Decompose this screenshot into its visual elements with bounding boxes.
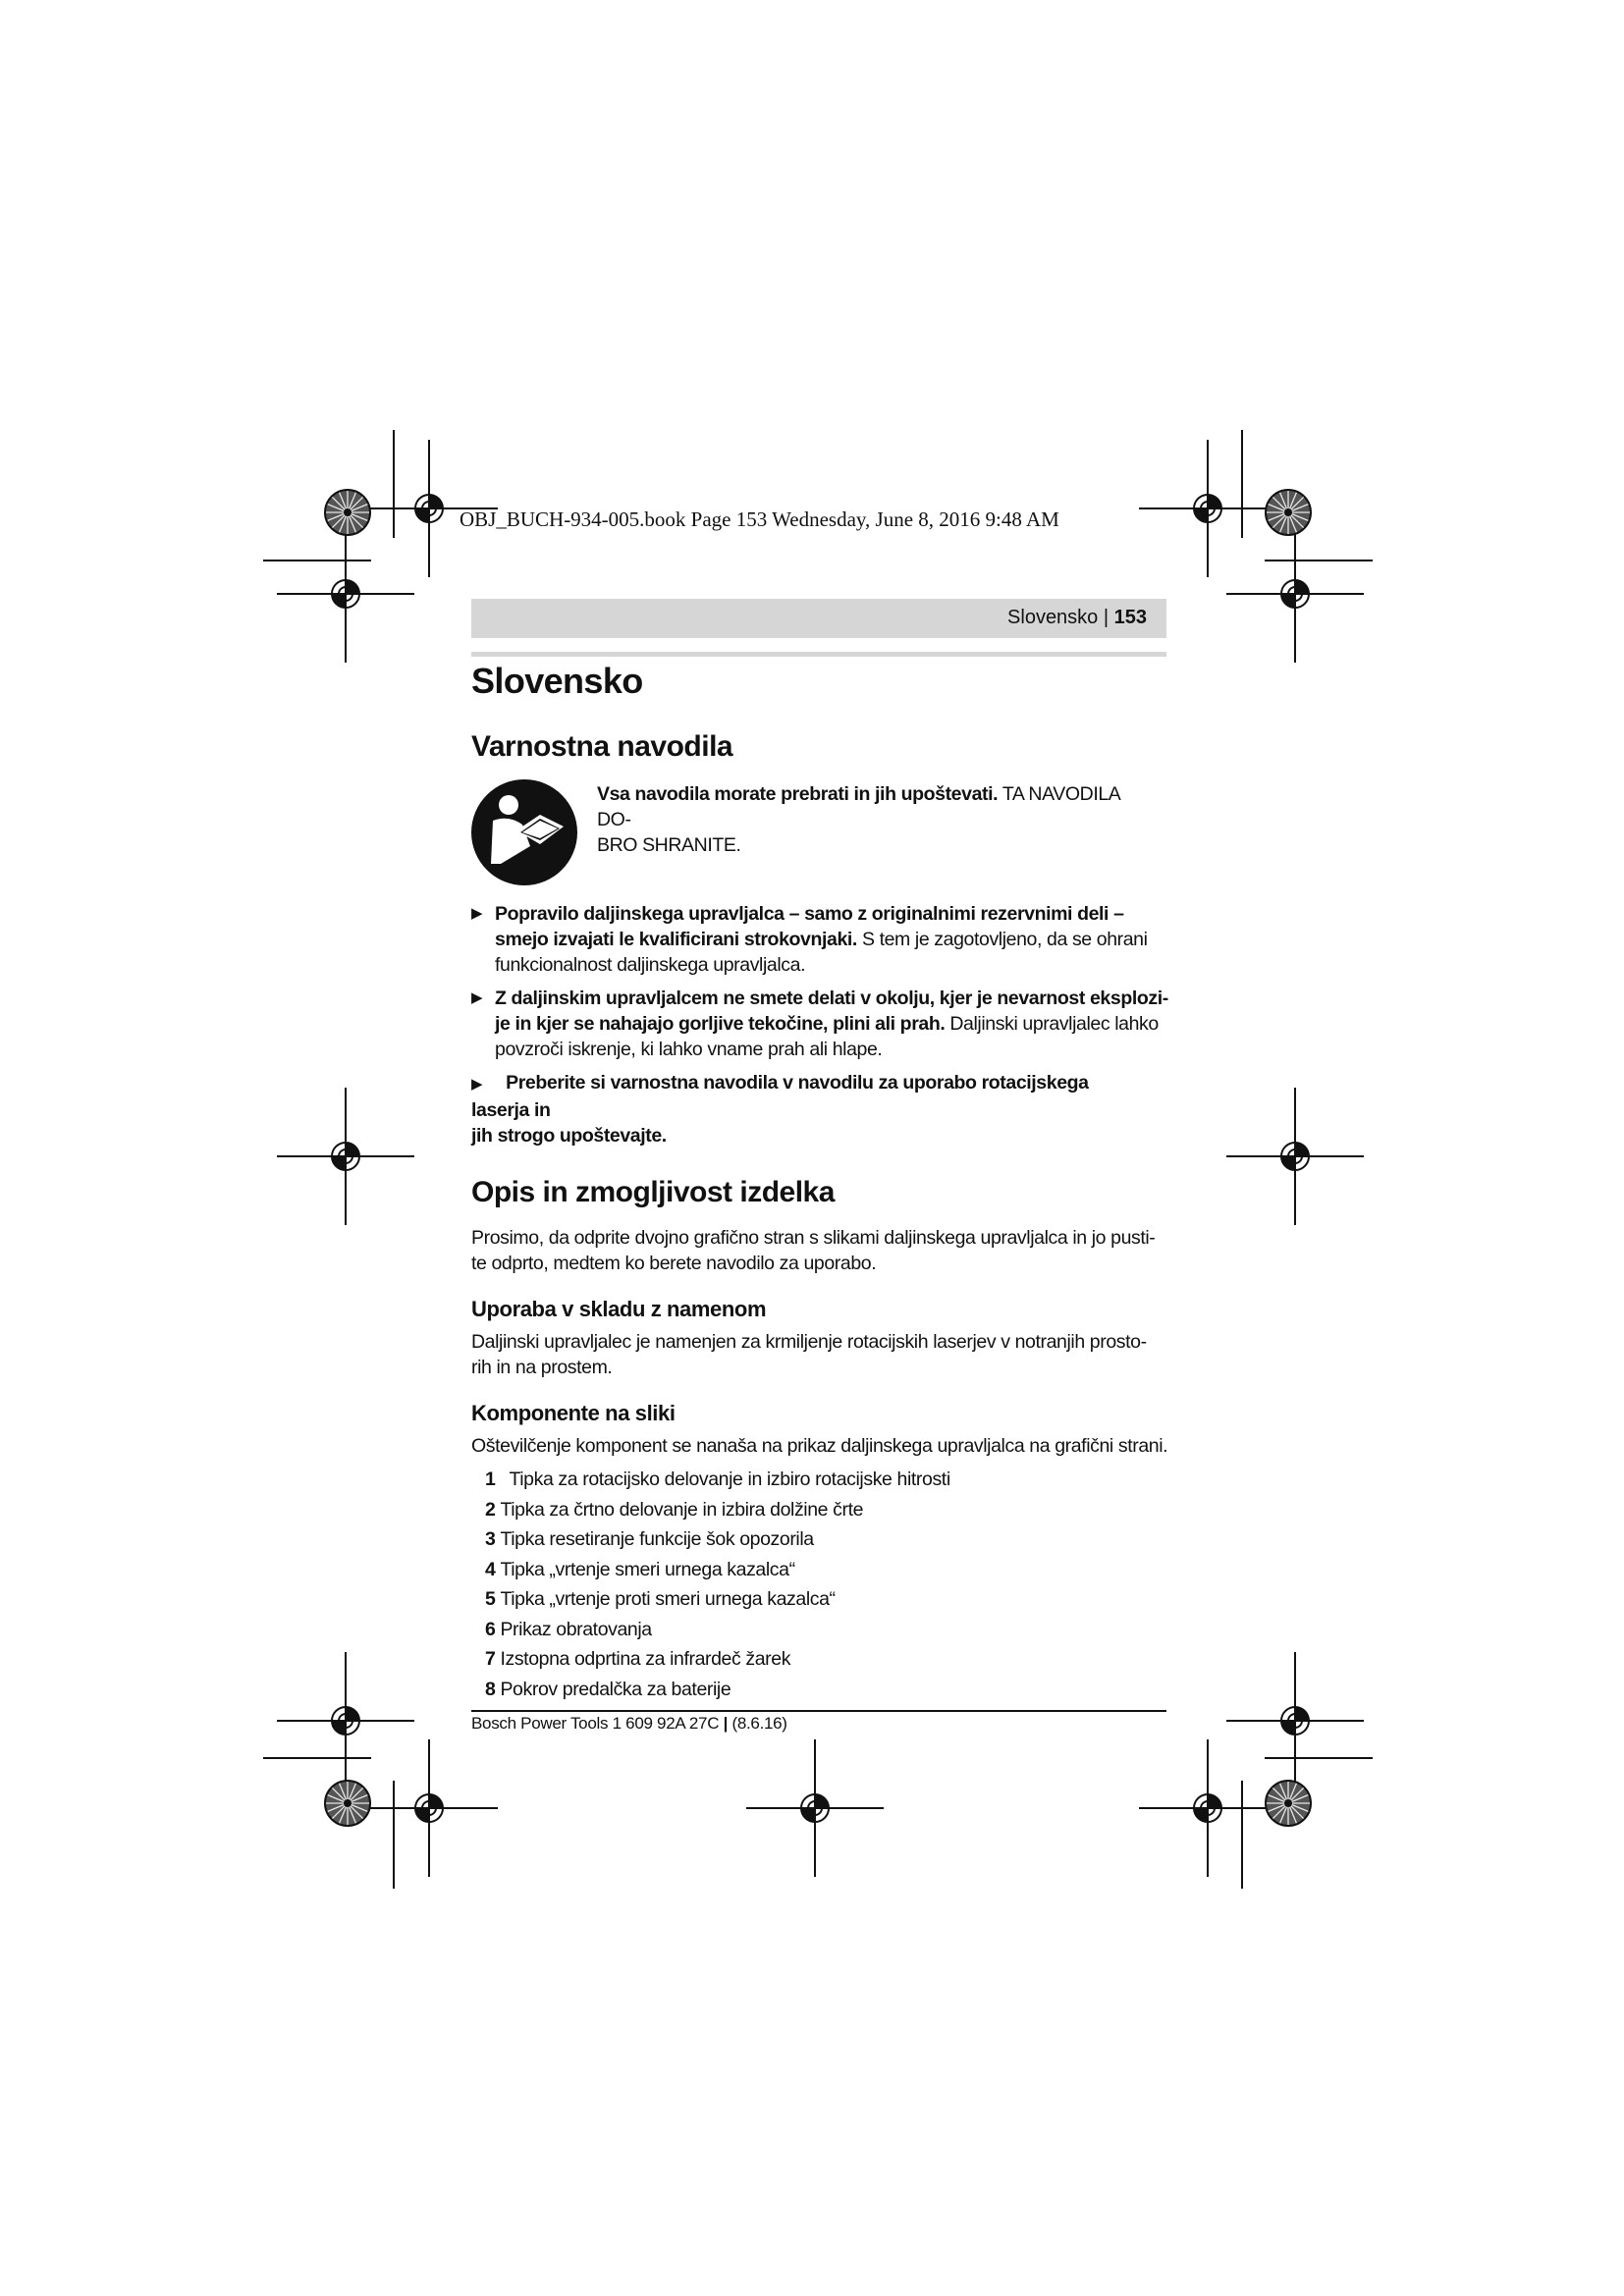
safety-notice-line2: BRO SHRANITE. <box>597 834 741 856</box>
footer-rule <box>471 1710 1166 1712</box>
list-item <box>485 1584 1178 1615</box>
component-label: Tipka „vrtenje proti smeri urnega kazalca“ <box>500 1588 836 1610</box>
footer-text: Bosch Power Tools 1 609 92A 27C <box>471 1714 720 1733</box>
read-manual-icon <box>471 779 577 885</box>
component-label: Izstopna odprtina za infrardeč žarek <box>500 1648 791 1670</box>
bullet-3-line2: jih strogo upoštevajte. <box>471 1125 667 1147</box>
running-head-separator: | <box>1098 607 1114 628</box>
safety-notice-rest: TA NAVODILA DO- <box>597 783 1120 830</box>
list-item <box>485 1495 1178 1525</box>
intended-use-text <box>471 1329 1178 1380</box>
list-item <box>485 1615 1178 1645</box>
page-content <box>471 660 1178 1724</box>
bullet-triangle-icon: ▶ <box>471 989 483 1006</box>
list-item <box>471 901 1170 978</box>
description-intro-line1: Prosimo, da odprite dvojno grafično stran s slikami daljinskega upravljalca in jo pusti- <box>471 1227 1156 1249</box>
footer-date: (8.6.16) <box>731 1714 787 1733</box>
list-item <box>485 1555 1178 1585</box>
component-label: Pokrov predalčka za baterije <box>500 1678 731 1700</box>
bullet-2-line3: povzroči iskrenje, ki lahko vname prah ali hlape. <box>495 1039 883 1060</box>
list-item <box>485 1524 1178 1555</box>
book-file-header: OBJ_BUCH-934-005.book Page 153 Wednesday, June 8, 2016 9:48 AM <box>460 507 1059 531</box>
intended-use-section <box>471 1296 1178 1380</box>
component-number: 4 <box>485 1558 496 1580</box>
list-item <box>485 1465 1178 1495</box>
component-label: Tipka za črtno delovanje in izbira dolžine črte <box>500 1498 864 1521</box>
description-intro <box>471 1225 1178 1276</box>
component-label: Prikaz obratovanja <box>500 1618 652 1640</box>
component-number: 8 <box>485 1678 496 1700</box>
safety-heading: Varnostna navodila <box>471 730 733 763</box>
intended-use-line1: Daljinski upravljalec je namenjen za krmiljenje rotacijskih laserjev v notranjih prosto- <box>471 1331 1147 1353</box>
list-item <box>471 1070 1147 1148</box>
safety-notice-text <box>597 781 1147 858</box>
component-number: 6 <box>485 1618 496 1640</box>
component-number: 5 <box>485 1588 496 1610</box>
page-number: 153 <box>1113 607 1147 628</box>
description-intro-line2: te odprto, medtem ko berete navodilo za uporabo. <box>471 1253 877 1274</box>
component-number: 2 <box>485 1498 496 1521</box>
description-section <box>471 1174 1178 1276</box>
components-intro: Oštevilčenje komponent se nanaša na prikaz daljinskega upravljalca na grafični strani. <box>471 1435 1168 1457</box>
component-label: Tipka resetiranje funkcije šok opozorila <box>500 1528 814 1550</box>
running-head-language: Slovensko <box>1007 607 1099 628</box>
bullet-triangle-icon: ▶ <box>471 905 483 922</box>
component-number: 1 <box>485 1468 496 1490</box>
component-number: 3 <box>485 1528 496 1550</box>
components-list <box>485 1465 1178 1704</box>
bullet-1-line2-bold: smejo izvajati le kvalificirani strokovnjaki. <box>495 929 857 950</box>
bullet-1-line3: funkcionalnost daljinskega upravljalca. <box>495 954 806 976</box>
bullet-1-line1: Popravilo daljinskega upravljalca – samo z originalnimi rezervnimi deli – <box>495 903 1124 925</box>
bullet-2-line2-rest: Daljinski upravljalec lahko <box>945 1013 1159 1035</box>
running-head-rule <box>471 652 1166 657</box>
safety-notice <box>471 779 1178 889</box>
footer-separator: | <box>719 1714 732 1733</box>
intended-use-line2: rih in na prostem. <box>471 1357 613 1378</box>
bullet-triangle-icon: ▶ <box>471 1076 483 1093</box>
component-label: Tipka „vrtenje smeri urnega kazalca“ <box>500 1558 795 1580</box>
list-item <box>485 1644 1178 1675</box>
list-item <box>471 986 1170 1062</box>
intended-use-heading: Uporaba v skladu z namenom <box>471 1297 767 1321</box>
running-head <box>471 599 1166 638</box>
page-footer <box>471 1714 787 1734</box>
safety-bullets <box>471 901 1178 1148</box>
running-head-text <box>1007 607 1147 629</box>
list-item <box>485 1675 1178 1705</box>
bullet-3-line1: Preberite si varnostna navodila v navodilu za uporabo rotacijskega laserja in <box>471 1072 1089 1121</box>
components-heading: Komponente na sliki <box>471 1401 676 1425</box>
bullet-2-line1: Z daljinskim upravljalcem ne smete delati v okolju, kjer je nevarnost eksplozi- <box>495 988 1168 1009</box>
description-heading: Opis in zmogljivost izdelka <box>471 1176 835 1208</box>
bullet-1-line2-rest: S tem je zagotovljeno, da se ohrani <box>856 929 1148 950</box>
component-label: Tipka za rotacijsko delovanje in izbiro rotacijske hitrosti <box>509 1468 950 1490</box>
safety-section <box>471 728 1178 1148</box>
components-section <box>471 1400 1178 1704</box>
component-number: 7 <box>485 1648 496 1670</box>
page-title: Slovensko <box>471 661 643 701</box>
bullet-2-line2-bold: je in kjer se nahajajo gorljive tekočine, plini ali prah. <box>495 1013 946 1035</box>
safety-notice-bold: Vsa navodila morate prebrati in jih upoštevati. <box>597 783 999 805</box>
